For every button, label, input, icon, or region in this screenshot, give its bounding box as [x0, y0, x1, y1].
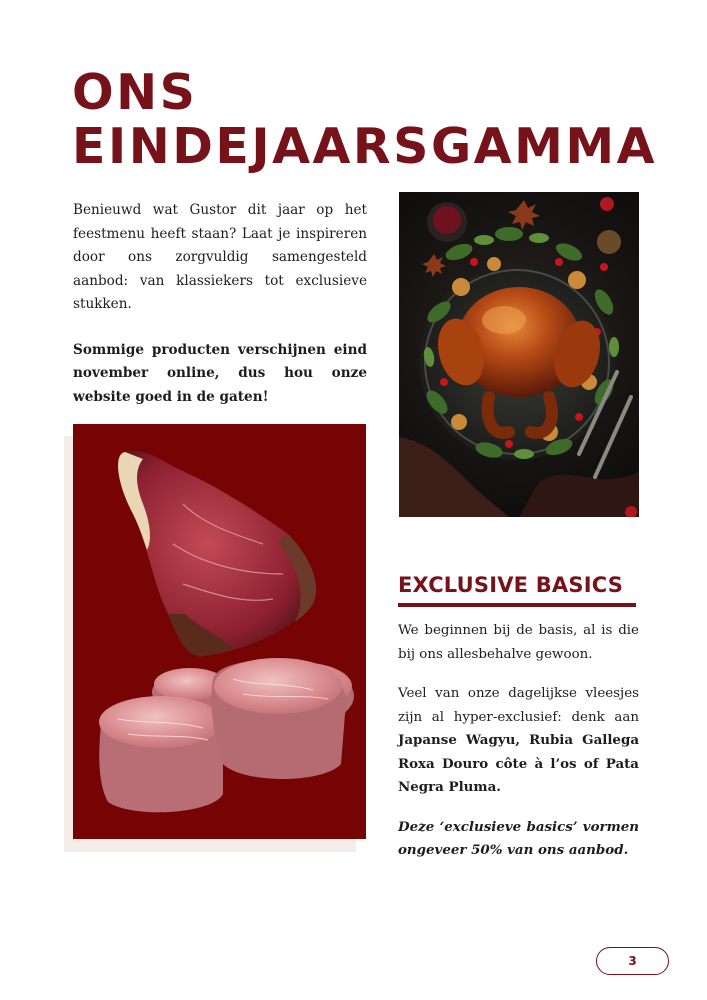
intro-text	[73, 199, 367, 431]
page-number-label: 3	[628, 954, 637, 968]
section-body	[398, 619, 639, 863]
page-number	[596, 947, 669, 975]
section-paragraph: We beginnen bij de basis, al is die bij ons allesbehalve gewoon.	[398, 623, 639, 662]
section-paragraph-emphasis: Deze ‘exclusieve basics’ vormen ongeveer 50% van ons aanbod.	[398, 818, 639, 858]
products-intro: Veel van onze dagelijkse vleesjes zijn al hyper-exclusief: denk aan	[398, 686, 639, 725]
wagyu-steak-photo	[73, 424, 366, 839]
products-highlight: Japanse Wagyu, Rubia Gallega Roxa Douro côte à l’os of Pata Negra Pluma.	[398, 732, 639, 795]
roast-turkey-platter-image	[399, 192, 639, 517]
intro-notice: Sommige producten verschijnen eind november online, dus hou onze website goed in de gaten!	[73, 341, 367, 405]
roast-turkey-photo	[399, 192, 639, 517]
page-title-line2: EINDEJAARSGAMMA	[72, 118, 658, 175]
page-title-line1: ONS	[72, 64, 198, 121]
page-title	[72, 66, 672, 174]
section-paragraph-products	[398, 682, 639, 800]
section-divider	[398, 603, 636, 607]
intro-paragraph: Benieuwd wat Gustor dit jaar op het feestmenu heeft staan? Laat je inspireren door ons zorgvuldig samengesteld aanbod: van klassiekers tot exclusieve stukken.	[73, 202, 367, 312]
section-heading: EXCLUSIVE BASICS	[398, 573, 624, 597]
wagyu-steak-cuts-image	[73, 424, 366, 839]
exclusive-basics-section	[398, 573, 639, 879]
